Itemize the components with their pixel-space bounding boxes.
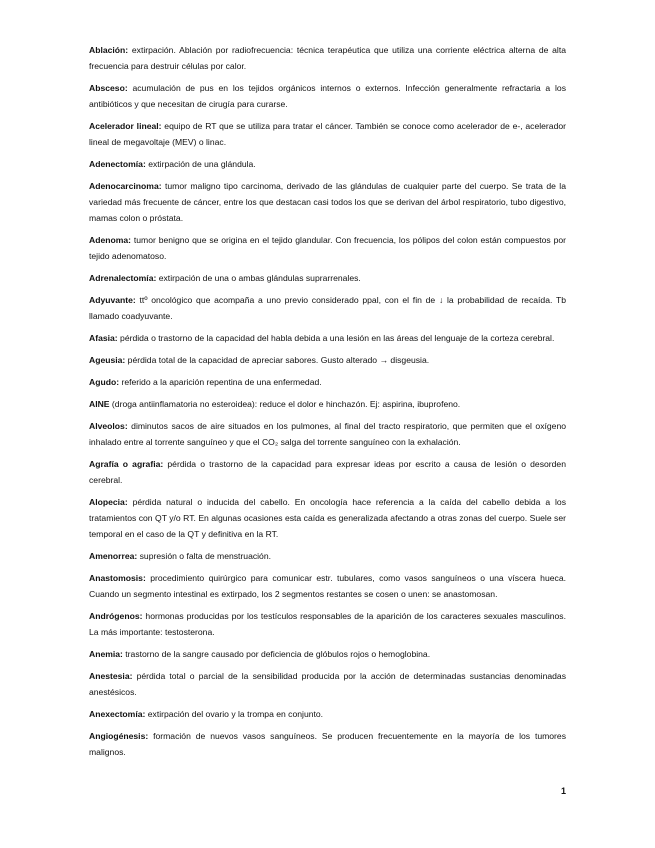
entry-definition: pérdida o trastorno de la capacidad para expresar ideas por escrito a causa de lesión o desorden cerebral.: [89, 459, 566, 485]
glossary-entry: [89, 270, 566, 286]
entry-term: Agrafía o agrafia:: [89, 459, 164, 469]
entry-definition: diminutos sacos de aire situados en los pulmones, al final del tracto respiratorio, que permiten que el oxígeno inhalado entre al torrente sanguíneo y que el CO₂ salga del torrente sanguíneo con la exhalación.: [89, 421, 566, 447]
entry-term: Adyuvante:: [89, 295, 136, 305]
page-number: 1: [560, 786, 566, 796]
glossary-entry: [89, 456, 566, 488]
glossary-entry: [89, 374, 566, 390]
entry-term: Alveolos:: [89, 421, 128, 431]
entry-definition: trastorno de la sangre causado por deficiencia de glóbulos rojos o hemoglobina.: [122, 649, 431, 659]
glossary-entry: [89, 156, 566, 172]
glossary-entry: [89, 646, 566, 662]
entry-definition: pérdida o trastorno de la capacidad del habla debida a una lesión en las áreas del lenguaje de la corteza cerebral.: [117, 333, 555, 343]
entry-definition: pérdida total o parcial de la sensibilidad producida por la acción de determinadas sustancias denominadas anestésicos.: [89, 671, 566, 697]
glossary-entry: [89, 80, 566, 112]
glossary-entry: [89, 494, 566, 542]
entry-term: Anastomosis:: [89, 573, 146, 583]
glossary-entry: [89, 418, 566, 450]
entry-term: Adenocarcinoma:: [89, 181, 162, 191]
entry-term: Agudo:: [89, 377, 120, 387]
entry-definition: ttº oncológico que acompaña a uno previo considerado ppal, con el fin de ↓ la probabilidad de recaída. Tb llamado coadyuvante.: [89, 295, 566, 321]
entry-term: Ablación:: [89, 45, 129, 55]
entry-definition: hormonas producidas por los testículos responsables de la aparición de los caracteres sexuales masculinos. La más importante: testosterona.: [89, 611, 566, 637]
glossary-entry: [89, 118, 566, 150]
entry-definition: extirpación. Ablación por radiofrecuencia: técnica terapéutica que utiliza una corriente eléctrica alterna de alta frecuencia para destruir células por calor.: [89, 45, 566, 71]
glossary-entry: [89, 396, 566, 412]
entry-definition: procedimiento quirúrgico para comunicar estr. tubulares, como vasos sanguíneos o una víscera hueca. Cuando un segmento intestinal es extirpado, los 2 segmentos restantes se cosen o unen: se anastomosan.: [89, 573, 566, 599]
glossary-entry: [89, 706, 566, 722]
entry-term: Alopecia:: [89, 497, 128, 507]
glossary-entry: [89, 570, 566, 602]
entry-definition: extirpación de una glándula.: [145, 159, 256, 169]
entry-definition: tumor maligno tipo carcinoma, derivado de las glándulas de cualquier parte del cuerpo. Se trata de la variedad más frecuente de cáncer, entre los que destacan casi todos los que se derivan del árbol respiratorio, tubo digestivo, mamas colon o próstata.: [89, 181, 566, 223]
entry-term: Ageusia:: [89, 355, 126, 365]
glossary-entry: [89, 42, 566, 74]
glossary-entry: [89, 178, 566, 226]
entry-definition: formación de nuevos vasos sanguíneos. Se producen frecuentemente en la mayoría de los tumores malignos.: [89, 731, 566, 757]
entry-term: Anexectomía:: [89, 709, 146, 719]
entry-definition: pérdida total de la capacidad de apreciar sabores. Gusto alterado → disgeusia.: [125, 355, 430, 365]
glossary-entries: [89, 42, 566, 760]
entry-term: Anemia:: [89, 649, 123, 659]
entry-definition: extirpación de una o ambas glándulas suprarrenales.: [156, 273, 361, 283]
entry-definition: pérdida natural o inducida del cabello. En oncología hace referencia a la caída del cabello debida a los tratamientos con QT y/o RT. En algunas ocasiones esta caída es generalizada afectando a otras zonas del cuerpo. Suele ser temporal en el caso de la QT y definitiva en la RT.: [89, 497, 566, 539]
glossary-entry: [89, 292, 566, 324]
entry-term: Adrenalectomía:: [89, 273, 157, 283]
entry-definition: tumor benigno que se origina en el tejido glandular. Con frecuencia, los pólipos del colon están compuestos por tejido adenomatoso.: [89, 235, 566, 261]
entry-definition: referido a la aparición repentina de una enfermedad.: [119, 377, 322, 387]
glossary-entry: [89, 232, 566, 264]
entry-definition: equipo de RT que se utiliza para tratar el cáncer. También se conoce como acelerador de e-, acelerador lineal de megavoltaje (MEV) o linac.: [89, 121, 566, 147]
glossary-entry: [89, 668, 566, 700]
entry-definition: (droga antiinflamatoria no esteroidea): reduce el dolor e hinchazón. Ej: aspirina, ibuprofeno.: [109, 399, 461, 409]
entry-term: Andrógenos:: [89, 611, 143, 621]
entry-term: AINE: [89, 399, 110, 409]
entry-term: Acelerador lineal:: [89, 121, 162, 131]
entry-term: Afasia:: [89, 333, 118, 343]
entry-term: Amenorrea:: [89, 551, 138, 561]
entry-definition: acumulación de pus en los tejidos orgánicos internos o externos. Infección generalmente refractaria a los antibióticos y que necesitan de cirugía para curarse.: [89, 83, 566, 109]
glossary-entry: [89, 352, 566, 368]
entry-definition: extirpación del ovario y la trompa en conjunto.: [145, 709, 324, 719]
entry-term: Adenectomía:: [89, 159, 146, 169]
glossary-entry: [89, 548, 566, 564]
glossary-entry: [89, 608, 566, 640]
entry-term: Angiogénesis:: [89, 731, 149, 741]
glossary-entry: [89, 728, 566, 760]
entry-term: Anestesia:: [89, 671, 133, 681]
entry-term: Adenoma:: [89, 235, 132, 245]
entry-definition: supresión o falta de menstruación.: [137, 551, 272, 561]
glossary-entry: [89, 330, 566, 346]
entry-term: Absceso:: [89, 83, 128, 93]
